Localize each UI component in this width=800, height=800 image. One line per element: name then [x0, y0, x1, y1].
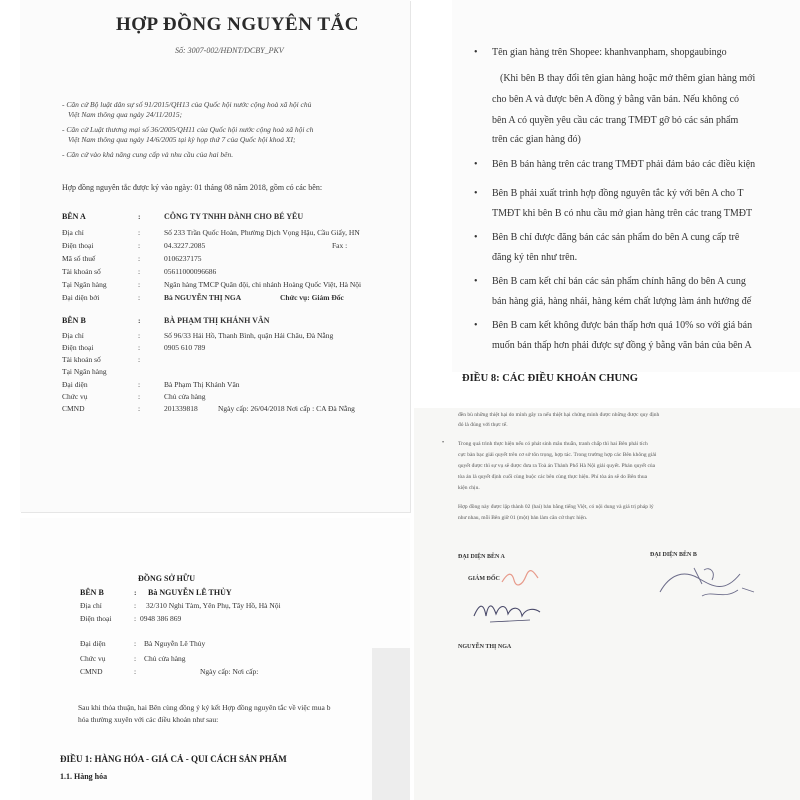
bullet-icon: •: [474, 276, 478, 287]
party-b-label: BÊN B: [62, 316, 86, 325]
separator: :: [134, 614, 137, 623]
party-b-field-label: Chức vụ: [62, 392, 88, 401]
party-b-field-label: Đại diện: [62, 380, 88, 389]
separator: :: [138, 267, 141, 276]
separator: :: [138, 293, 141, 302]
party-a-bank: Ngân hàng TMCP Quân đội, chi nhánh Hoàng Quốc Việt, Hà Nội: [164, 280, 362, 289]
clause-line: Bên B bán hàng trên các trang TMĐT phải đảm bảo các điều kiện: [492, 159, 756, 170]
separator: :: [134, 639, 137, 648]
party-a-field-label: Tại Ngân hàng: [62, 280, 107, 289]
signature-b-icon: [654, 560, 764, 604]
party-a-field-label: Điện thoại: [62, 241, 94, 250]
legal-basis-line: - Căn cứ Bộ luật dân sự số 91/2015/QH13 của Quốc hội nước cộng hoà xã hội chủ: [62, 100, 312, 109]
clause-line: trên các gian hàng đó): [492, 134, 581, 145]
party-a-account: 05611000096686: [164, 267, 217, 276]
signature-a-icon: [470, 594, 550, 630]
party-b-field-label: Điện thoại: [62, 343, 94, 352]
section-1-1-heading: 1.1. Hàng hóa: [60, 772, 108, 781]
clause-line: đền bù những thiệt hại do mình gây ra nếu thiệt hại chứng minh được những được quy định: [458, 412, 660, 418]
contract-page-1: [20, 0, 410, 512]
party-a-tax-code: 0106237175: [164, 254, 202, 263]
clause-line: Bên B phải xuất trình hợp đồng nguyên tắc ký với bên A cho T: [492, 188, 744, 199]
party-b-field-label: CMND: [62, 404, 85, 413]
director-title: GIÁM ĐỐC: [468, 576, 500, 582]
initial-mark-icon: [500, 568, 540, 588]
party-b-id-issue: Ngày cấp: 26/04/2018 Nơi cấp : CA Đà Nẵng: [218, 404, 355, 413]
separator: :: [138, 392, 141, 401]
party-a-field-label: Mã số thuế: [62, 254, 96, 263]
co-owner-id-issue: Ngày cấp: Nơi cấp:: [200, 667, 259, 676]
party-b-label: BÊN B: [80, 588, 104, 597]
co-owner-heading: ĐỒNG SỞ HỮU: [138, 574, 196, 583]
bullet-icon: •: [474, 188, 478, 199]
clause-line: Tên gian hàng trên Shopee: khanhvanpham, shopgaubingo: [492, 47, 727, 58]
contract-title: HỢP ĐỒNG NGUYÊN TẮC: [116, 14, 359, 35]
clause-line: cực bàn bạc giải quyết trên cơ sở tôn trọng, hợp tác. Trong trường hợp các Bên không giải: [458, 452, 657, 458]
party-a-position: Chức vụ: Giám Đốc: [280, 293, 344, 302]
bullet-icon: •: [474, 232, 478, 243]
separator: :: [138, 380, 141, 389]
party-b-representative: Bà Phạm Thị Khánh Vân: [164, 380, 240, 389]
co-owner-representative: Bà Nguyễn Lê Thủy: [144, 639, 206, 648]
clause-line: cho bên A và được bên A đồng ý bằng văn bản. Nếu không có: [492, 94, 740, 105]
clause-line: Bên B chỉ được đăng bán các sản phẩm do bên A cung cấp trê: [492, 232, 740, 243]
legal-basis-line: - Căn cứ Luật thương mại số 36/2005/QH11 của Quốc hội nước cộng hoà xã hội ch: [62, 125, 314, 134]
party-b-id-number: 201339818: [164, 404, 198, 413]
separator: :: [138, 280, 141, 289]
clause-line: Bên B cam kết không được bán thấp hơn quá 10% so với giá bán: [492, 320, 753, 331]
co-owner-field-label: Chức vụ: [80, 654, 106, 663]
party-b-position: Chủ cửa hàng: [164, 392, 206, 401]
co-owner-field-label: CMND: [80, 667, 103, 676]
separator: :: [134, 601, 137, 610]
bullet-icon: •: [442, 440, 445, 446]
legal-basis-line: Việt Nam thông qua ngày 14/6/2005 tại kỳ họp thứ 7 của Quốc hội khoá XI;: [68, 135, 296, 144]
bullet-icon: •: [474, 159, 478, 170]
separator: :: [138, 404, 141, 413]
agreement-line: Sau khi thỏa thuận, hai Bên cùng đồng ý ký kết Hợp đồng nguyên tắc về việc mua b: [78, 703, 331, 712]
contract-page-3: [414, 408, 800, 800]
party-a-field-label: Tài khoản số: [62, 267, 101, 276]
separator: :: [138, 355, 141, 364]
party-a-field-label: Đại diện bởi: [62, 293, 100, 302]
party-a-representative: Bà NGUYỄN THỊ NGA: [164, 293, 242, 302]
party-a-name: CÔNG TY TNHH DÀNH CHO BÉ YÊU: [164, 212, 304, 221]
signer-a-name: NGUYỄN THỊ NGA: [458, 644, 512, 650]
separator: :: [134, 588, 137, 597]
clause-line: muốn bán thấp hơn phải được sự đồng ý bằng văn bản của bên A: [492, 340, 752, 351]
contract-page-2: [452, 0, 800, 384]
co-owner-field-label: Điện thoại: [80, 614, 112, 623]
co-owner-phone: 0948 386 869: [140, 614, 182, 623]
party-a-address: Số 233 Trần Quốc Hoàn, Phường Dịch Vọng Hậu, Cầu Giấy, HN: [164, 228, 360, 237]
legal-basis-line: Việt Nam thông qua ngày 24/11/2015;: [68, 110, 183, 119]
party-a-fax: Fax :: [332, 241, 348, 250]
clause-line: bán hàng giả, hàng nhái, hàng kém chất lượng làm ảnh hưởng đế: [492, 296, 752, 307]
party-b-phone: 0905 610 789: [164, 343, 206, 352]
page-fold-shadow: [372, 648, 410, 800]
contract-intro: Hợp đồng nguyên tắc được ký vào ngày: 01 tháng 08 năm 2018, gồm có các bên:: [62, 183, 323, 192]
clause-line: như nhau, mỗi Bên giữ 01 (một) bản làm căn cứ thực hiện.: [458, 515, 588, 521]
article-1-heading: ĐIỀU 1: HÀNG HÓA - GIÁ CẢ - QUI CÁCH SẢN PHẨM: [60, 754, 287, 764]
contract-page-4: [20, 518, 410, 800]
co-owner-address: 32/310 Nghi Tàm, Yên Phụ, Tây Hồ, Hà Nội: [146, 601, 281, 610]
clause-line: bên A có quyền yêu cầu các trang TMĐT gỡ bỏ các sản phẩm: [492, 115, 739, 126]
separator: :: [134, 667, 137, 676]
clause-line: quyết được thì sự vụ sẽ được đưa ra Toà án Thành Phố Hà Nội giải quyết. Phán quyết của: [458, 463, 656, 469]
sign-b-heading: ĐẠI DIỆN BÊN B: [650, 552, 697, 558]
agreement-line: hóa thường xuyên với các điều khoản như sau:: [78, 715, 219, 724]
clause-line: Bên B cam kết chỉ bán các sản phẩm chính hãng do bên A cung: [492, 276, 746, 287]
party-b-address: Số 96/33 Hải Hồ, Thanh Bình, quận Hải Châu, Đà Nẵng: [164, 331, 334, 340]
separator: :: [138, 228, 141, 237]
co-owner-name: Bà NGUYỄN LÊ THỦY: [148, 588, 232, 597]
party-b-field-label: Tại Ngân hàng: [62, 367, 107, 376]
separator: :: [138, 212, 141, 221]
bullet-icon: •: [474, 320, 478, 331]
clause-line: đó là đúng với thực tế.: [458, 422, 508, 428]
separator: :: [138, 316, 141, 325]
separator: :: [138, 254, 141, 263]
sign-a-heading: ĐẠI DIỆN BÊN A: [458, 554, 505, 560]
clause-line: tòa án là quyết định cuối cùng buộc các bên cùng thực hiện. Phí tòa án sẽ do Bên thua: [458, 474, 648, 480]
separator: :: [138, 241, 141, 250]
article-8-heading: ĐIỀU 8: CÁC ĐIỀU KHOẢN CHUNG: [462, 373, 638, 384]
clause-line: Hợp đồng này được lập thành 02 (hai) bản bằng tiếng Việt, có nội dung và giá trị pháp lý: [458, 504, 654, 510]
legal-basis-line: - Căn cứ vào khả năng cung cấp và nhu cầu của hai bên.: [62, 150, 234, 159]
clause-line: kiện chịu.: [458, 485, 480, 491]
party-b-name: BÀ PHẠM THỊ KHÁNH VÂN: [164, 316, 270, 325]
clause-line: Trong quá trình thực hiện nếu có phát sinh mâu thuẫn, tranh chấp thì hai Bên phải tích: [458, 441, 648, 447]
separator: :: [134, 654, 137, 663]
clause-line: TMĐT khi bên B có nhu cầu mở gian hàng trên các trang TMĐT: [492, 208, 753, 219]
party-a-field-label: Địa chỉ: [62, 228, 84, 237]
party-a-phone: 04.3227.2085: [164, 241, 206, 250]
bullet-icon: •: [474, 47, 478, 58]
co-owner-field-label: Địa chỉ: [80, 601, 102, 610]
party-b-field-label: Tài khoản số: [62, 355, 101, 364]
party-a-label: BÊN A: [62, 212, 86, 221]
party-b-field-label: Địa chỉ: [62, 331, 84, 340]
separator: :: [138, 331, 141, 340]
co-owner-field-label: Đại diện: [80, 639, 106, 648]
clause-line: đăng ký tên như trên.: [492, 252, 578, 263]
clause-line: (Khi bên B thay đổi tên gian hàng hoặc mở thêm gian hàng mới: [500, 73, 756, 84]
contract-number: Số: 3007-002/HĐNT/DCBY_PKV: [175, 46, 284, 55]
co-owner-position: Chủ cửa hàng: [144, 654, 186, 663]
separator: :: [138, 343, 141, 352]
